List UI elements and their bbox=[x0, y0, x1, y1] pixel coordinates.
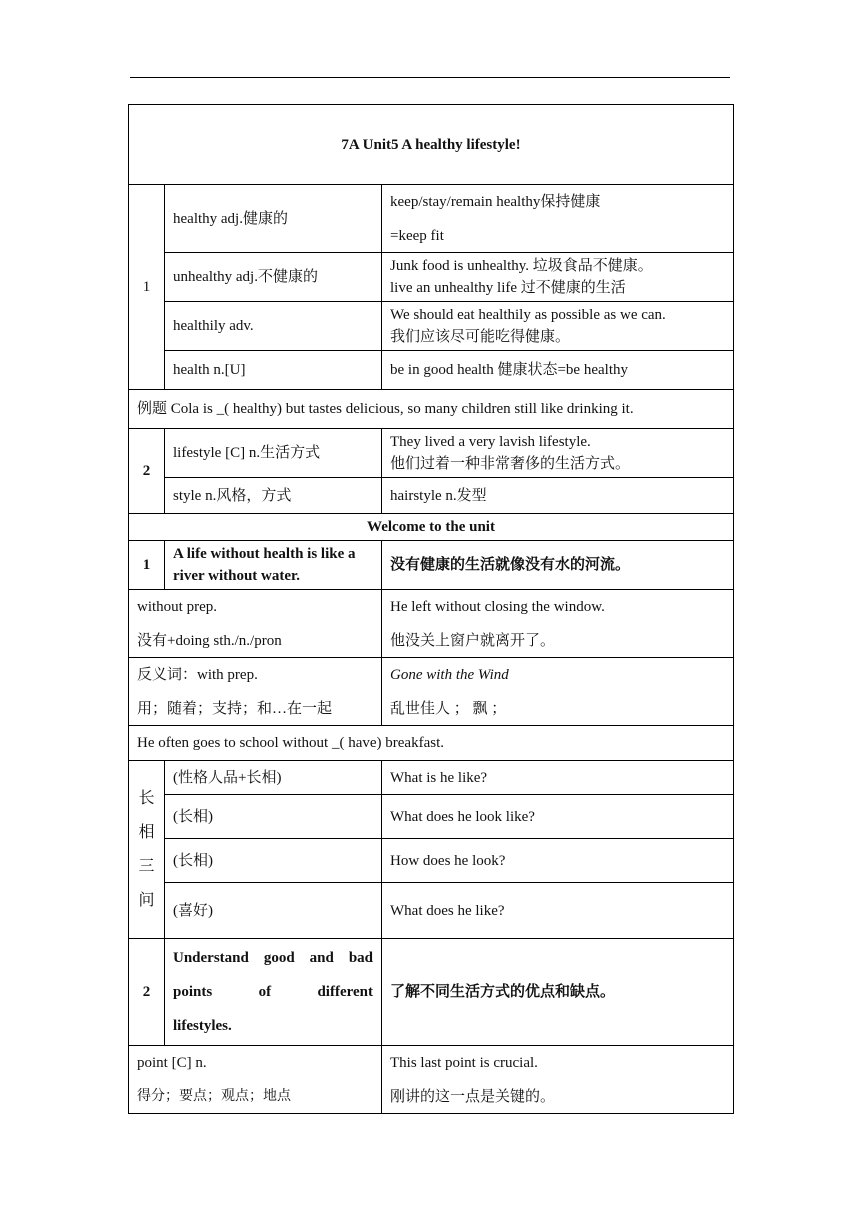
example-line: He left without closing the window. bbox=[390, 598, 605, 615]
example-cell bbox=[382, 302, 734, 351]
example-cell bbox=[382, 1046, 734, 1114]
example-cell bbox=[382, 429, 734, 478]
key-translation: 没有健康的生活就像没有水的河流。 bbox=[382, 541, 734, 590]
question-cell: What is he like? bbox=[382, 761, 734, 795]
example-line: 乱世佳人 ； 飘 ； bbox=[390, 700, 507, 717]
word-line: 得分；要点；观点；地点 bbox=[137, 1088, 291, 1104]
key-sentence bbox=[165, 939, 382, 1046]
table-row bbox=[129, 839, 734, 883]
section-number: 1 bbox=[129, 541, 165, 590]
example-cell bbox=[382, 658, 734, 726]
page-title: 7A Unit5 A healthy lifestyle! bbox=[129, 105, 734, 185]
word-cell: lifestyle [C] n.生活方式 bbox=[165, 429, 382, 478]
table-row bbox=[129, 761, 734, 795]
example-cell: be in good health 健康状态=be healthy bbox=[382, 351, 734, 390]
word-line: without prep. bbox=[137, 598, 217, 615]
header-rule bbox=[130, 77, 730, 78]
table-row bbox=[129, 351, 734, 390]
word-cell: healthily adv. bbox=[165, 302, 382, 351]
word-line: 用；随着；支持；和…在一起 bbox=[137, 700, 333, 717]
word-cell bbox=[129, 658, 382, 726]
sentence-line: points of different bbox=[173, 984, 373, 1000]
three-questions-label bbox=[129, 761, 165, 939]
table-row bbox=[129, 726, 734, 761]
word-line: 没有+doing sth./n./pron bbox=[137, 632, 282, 649]
example-line: 他没关上窗户就离开了。 bbox=[390, 632, 556, 649]
label-char: 相 bbox=[138, 823, 155, 841]
example-cell bbox=[382, 185, 734, 253]
word-cell: healthy adj.健康的 bbox=[165, 185, 382, 253]
example-line: live an unhealthy life 过不健康的生活 bbox=[390, 280, 626, 296]
table-row bbox=[129, 939, 734, 1046]
key-sentence: A life without health is like a river without water. bbox=[165, 541, 382, 590]
word-line: 反义词：with prep. bbox=[137, 666, 258, 683]
table-row bbox=[129, 429, 734, 478]
key-translation: 了解不同生活方式的优点和缺点。 bbox=[382, 939, 734, 1046]
example-line: 刚讲的这一点是关键的。 bbox=[390, 1088, 556, 1105]
hint-cell: (长相) bbox=[165, 795, 382, 839]
table-row bbox=[129, 478, 734, 514]
example-line: We should eat healthily as possible as we can. bbox=[390, 307, 666, 323]
example-cell: hairstyle n.发型 bbox=[382, 478, 734, 514]
exercise-sentence: He often goes to school without _( have) breakfast. bbox=[129, 726, 734, 761]
table-row bbox=[129, 302, 734, 351]
hint-cell: (喜好) bbox=[165, 883, 382, 939]
label-char: 三 bbox=[138, 857, 155, 875]
example-line: Gone with the Wind bbox=[390, 666, 509, 683]
example-cell bbox=[382, 590, 734, 658]
table-row bbox=[129, 253, 734, 302]
table-row bbox=[129, 590, 734, 658]
table-row bbox=[129, 1046, 734, 1114]
section-number: 2 bbox=[129, 939, 165, 1046]
sentence-line: Understand good and bad bbox=[173, 950, 373, 966]
section-number: 1 bbox=[129, 185, 165, 390]
word-cell: style n.风格，方式 bbox=[165, 478, 382, 514]
word-cell bbox=[129, 590, 382, 658]
title-row bbox=[129, 105, 734, 185]
label-char: 长 bbox=[138, 789, 155, 807]
example-line: Junk food is unhealthy. 垃圾食品不健康。 bbox=[390, 258, 653, 274]
word-cell: health n.[U] bbox=[165, 351, 382, 390]
table-row bbox=[129, 795, 734, 839]
table-row bbox=[129, 883, 734, 939]
word-cell: unhealthy adj.不健康的 bbox=[165, 253, 382, 302]
table-row bbox=[129, 185, 734, 253]
table-row bbox=[129, 514, 734, 541]
hint-cell: (性格人品+长相) bbox=[165, 761, 382, 795]
example-line: 他们过着一种非常奢侈的生活方式。 bbox=[390, 456, 631, 472]
example-cell bbox=[382, 253, 734, 302]
hint-cell: (长相) bbox=[165, 839, 382, 883]
example-line: 我们应该尽可能吃得健康。 bbox=[390, 329, 571, 345]
sentence-line: lifestyles. bbox=[173, 1018, 232, 1034]
vocabulary-table bbox=[128, 104, 734, 1114]
section-heading: Welcome to the unit bbox=[129, 514, 734, 541]
table-row bbox=[129, 658, 734, 726]
example-line: =keep fit bbox=[390, 227, 444, 244]
exercise-sentence: 例题 Cola is _( healthy) but tastes delicious, so many children still like drinking it. bbox=[129, 390, 734, 429]
example-line: keep/stay/remain healthy保持健康 bbox=[390, 193, 601, 210]
question-cell: What does he look like? bbox=[382, 795, 734, 839]
word-line: point [C] n. bbox=[137, 1054, 207, 1071]
question-cell: How does he look? bbox=[382, 839, 734, 883]
example-line: They lived a very lavish lifestyle. bbox=[390, 434, 591, 450]
table-row bbox=[129, 541, 734, 590]
section-number: 2 bbox=[129, 429, 165, 514]
example-line: This last point is crucial. bbox=[390, 1054, 538, 1071]
word-cell bbox=[129, 1046, 382, 1114]
table-row bbox=[129, 390, 734, 429]
label-char: 问 bbox=[138, 891, 155, 909]
question-cell: What does he like? bbox=[382, 883, 734, 939]
